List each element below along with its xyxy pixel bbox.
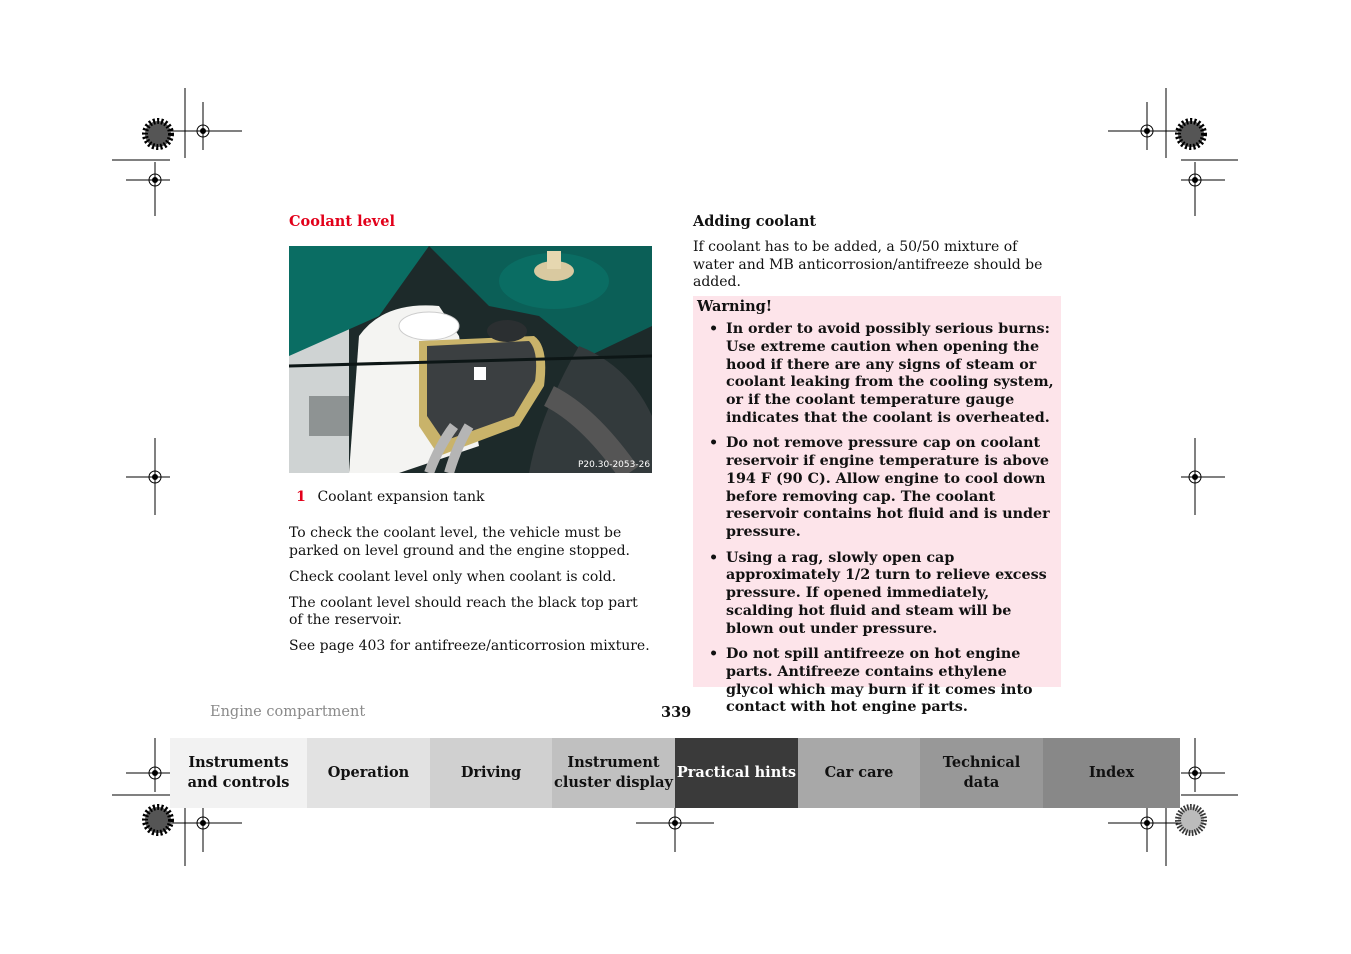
caption-text: Coolant expansion tank: [317, 489, 485, 505]
tab-index[interactable]: Index: [1043, 738, 1180, 808]
tab-driving[interactable]: Driving: [430, 738, 552, 808]
warning-item: • Do not spill antifreeze on hot engine parts. Antifreeze contains ethylene glycol which may burn if it comes into contact with hot engine parts.: [709, 646, 1033, 716]
tab-instruments-and-controls[interactable]: Instruments and controls: [170, 738, 307, 808]
section-title: Coolant level: [289, 213, 395, 230]
body-paragraph: To check the coolant level, the vehicle must be parked on level ground and the engine stopped.: [289, 525, 630, 559]
warning-item: • In order to avoid possibly serious burns: Use extreme caution when opening the hood if there are any signs of steam or coolant leaking from the cooling system, or if the coolant temperature gauge indicates that the coolant is overheated.: [709, 321, 1054, 426]
footer-section: Engine compartment: [210, 704, 366, 720]
tab-operation[interactable]: Operation: [307, 738, 430, 808]
left-body: [289, 525, 654, 656]
adding-coolant-text: If coolant has to be added, a 50/50 mixture of water and MB anticorrosion/antifreeze should be added.: [693, 239, 1043, 290]
body-paragraph: Check coolant level only when coolant is cold.: [289, 568, 617, 585]
warning-heading: Warning!: [697, 298, 773, 315]
warning-list: [697, 321, 1055, 717]
adding-coolant-heading: Adding coolant: [693, 213, 817, 230]
body-paragraph: The coolant level should reach the black top part of the reservoir.: [289, 594, 638, 628]
figure-caption: [289, 489, 484, 505]
page-number: 339: [661, 704, 692, 721]
body-paragraph: See page 403 for antifreeze/anticorrosion mixture.: [289, 638, 650, 654]
tab-instrument-cluster-display[interactable]: Instrument cluster display: [552, 738, 675, 808]
figure-code: P20.30-2053-26: [578, 460, 651, 470]
tab-car-care[interactable]: Car care: [798, 738, 920, 808]
tab-practical-hints[interactable]: Practical hints: [675, 738, 798, 808]
tab-technical-data[interactable]: Technical data: [920, 738, 1043, 808]
warning-item: • Do not remove pressure cap on coolant reservoir if engine temperature is above 194 F (90 C). Allow engine to cool down before removing cap. The coolant reservoir contains hot fluid and is under pressure.: [709, 435, 1050, 541]
warning-item: • Using a rag, slowly open cap approximately 1/2 turn to relieve excess pressure. If opened immediately, scalding hot fluid and steam will be blown out under pressure.: [709, 549, 1047, 637]
caption-number: 1: [296, 489, 306, 505]
coolant-tank-figure: [289, 246, 652, 473]
warning-box: [693, 296, 1061, 716]
chapter-nav: [170, 738, 1180, 808]
